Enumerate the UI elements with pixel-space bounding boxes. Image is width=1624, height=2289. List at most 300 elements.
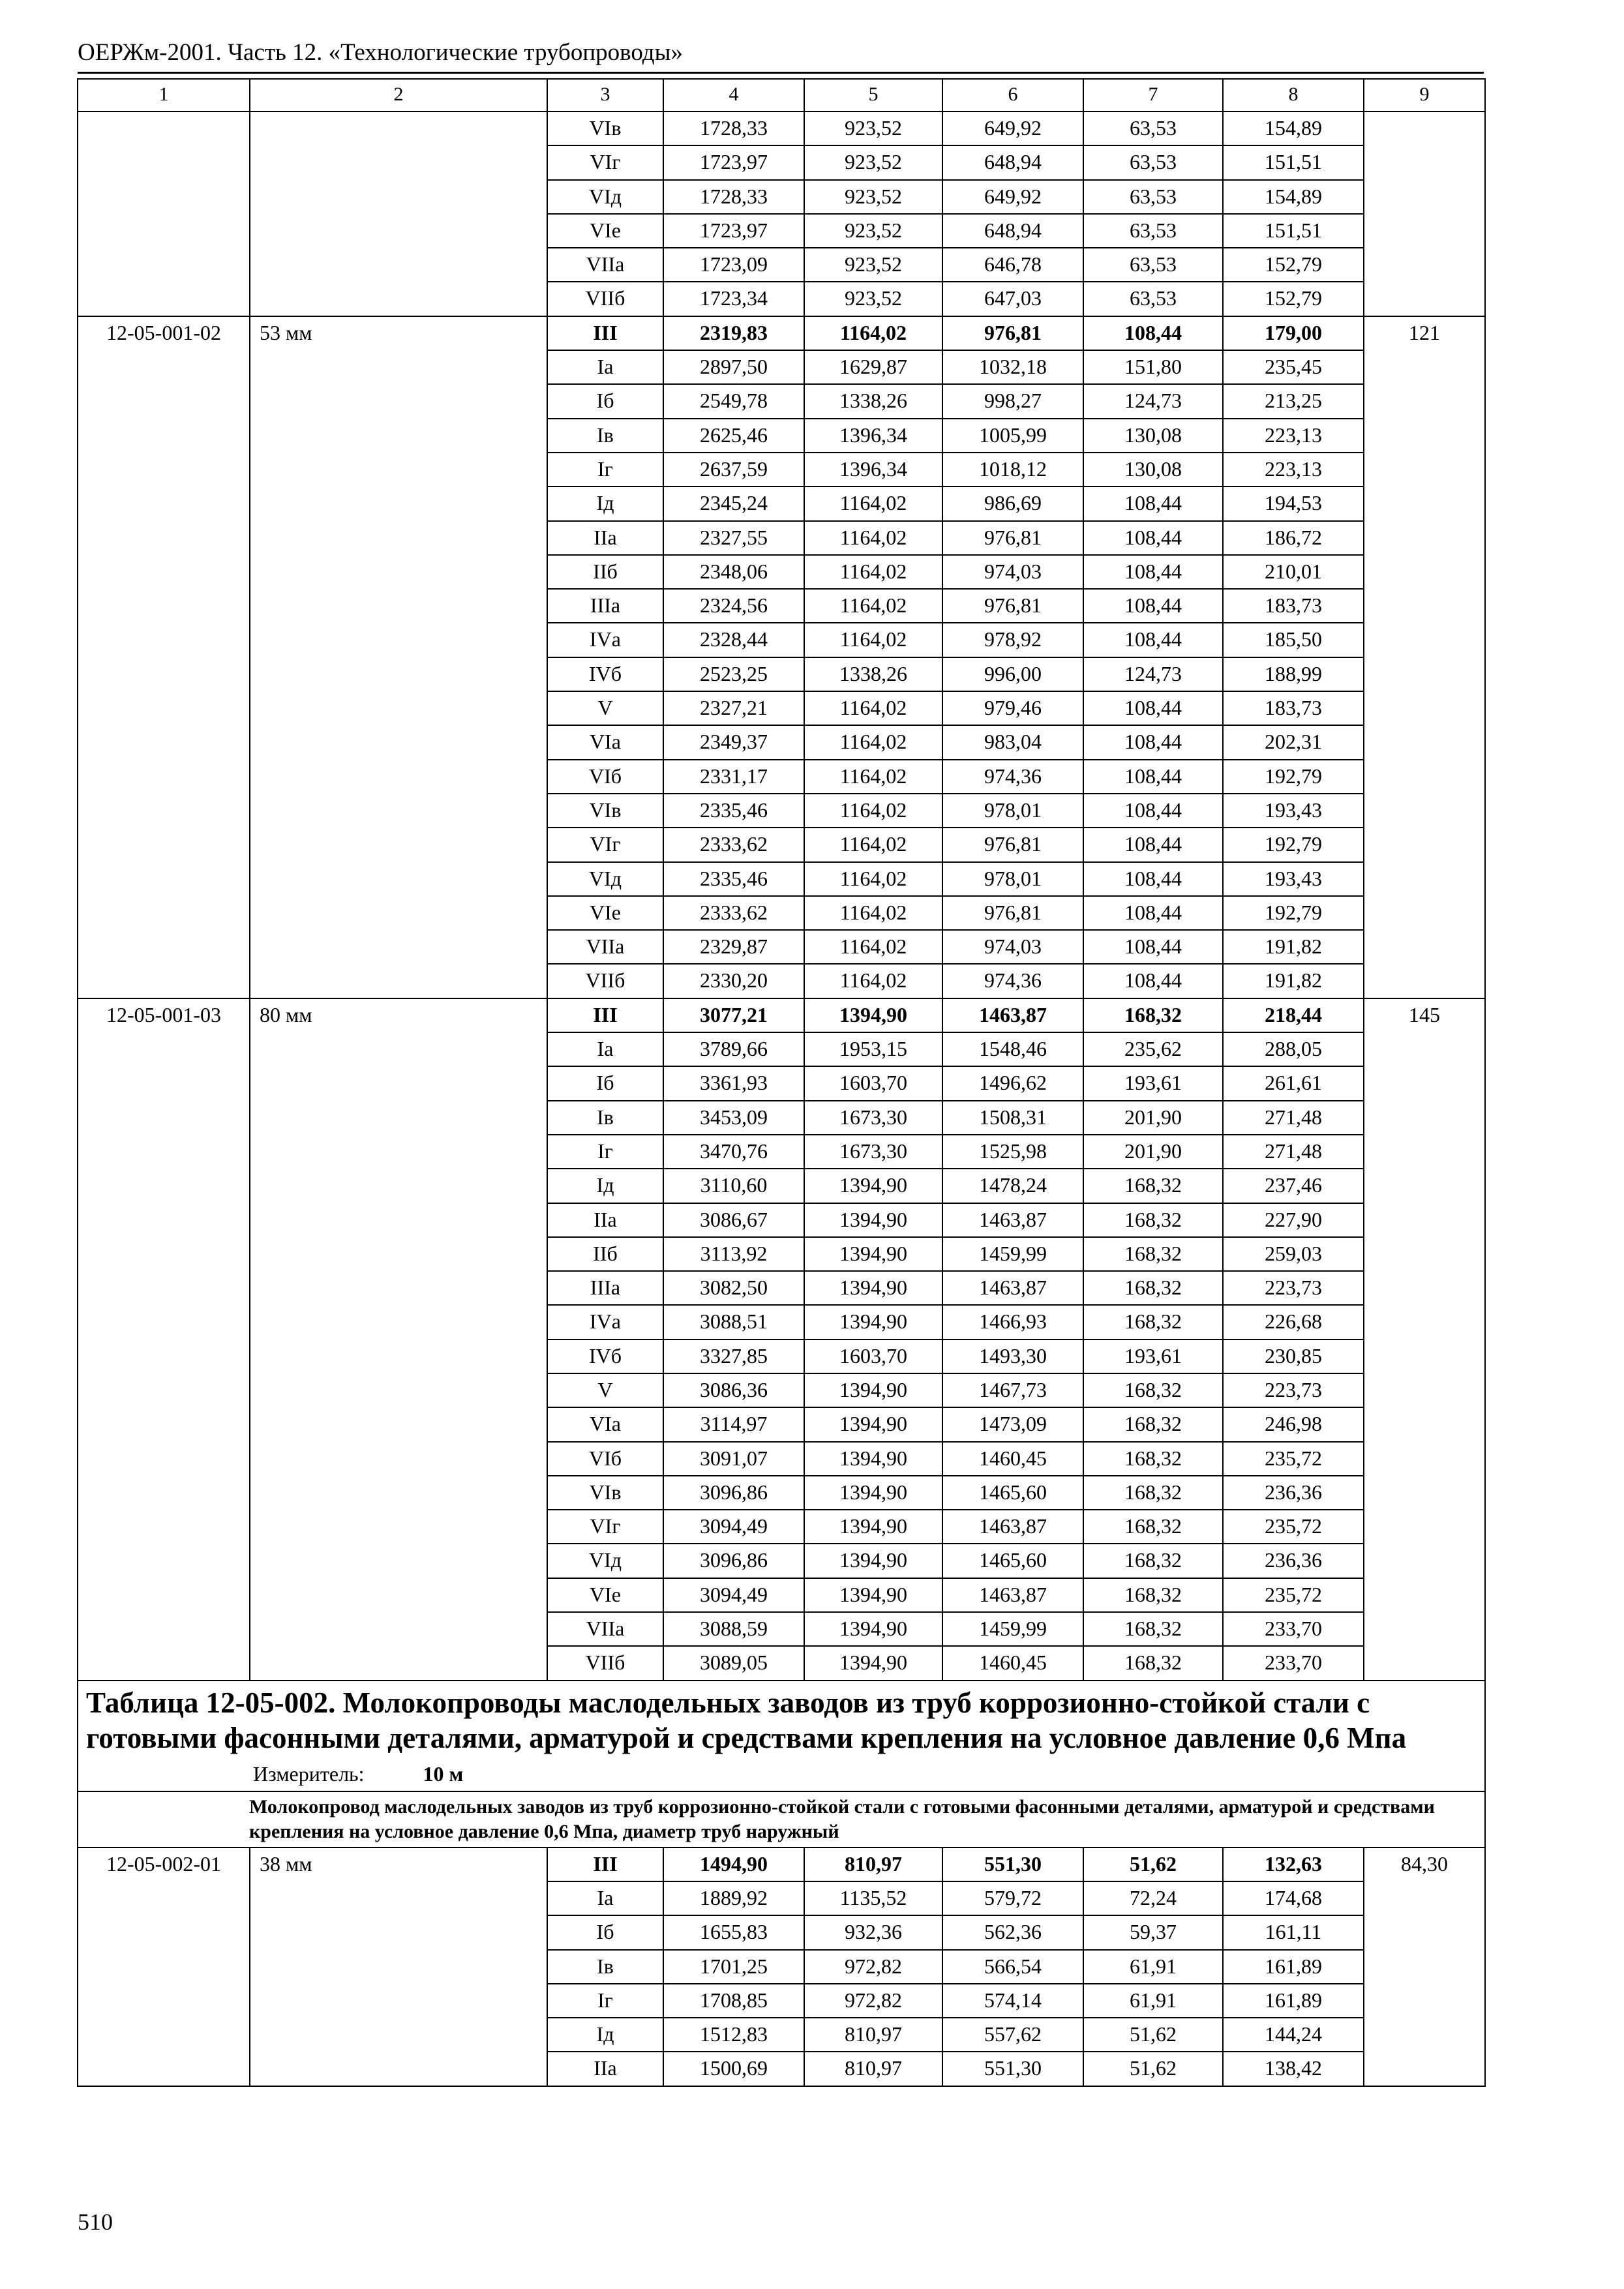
weight-cell (1364, 1476, 1485, 1510)
rate-code-cell (78, 1442, 250, 1476)
value-cell: 152,79 (1223, 248, 1364, 282)
weight-cell (1364, 180, 1485, 214)
value-cell: 3789,66 (663, 1032, 804, 1066)
zone-cell: III (547, 1848, 663, 1881)
value-cell: 557,62 (942, 2018, 1083, 2052)
measure-label: Измеритель: (253, 1761, 365, 1786)
diameter-cell (250, 1066, 547, 1100)
table-row (78, 657, 1485, 691)
table-row (78, 1915, 1485, 1949)
weight-cell (1364, 794, 1485, 828)
table-row (78, 998, 1485, 1032)
value-cell: 972,82 (804, 1950, 942, 1984)
value-cell: 3089,05 (663, 1646, 804, 1680)
weight-cell (1364, 1612, 1485, 1646)
value-cell: 1394,90 (804, 1646, 942, 1680)
value-cell: 108,44 (1083, 794, 1223, 828)
value-cell: 63,53 (1083, 214, 1223, 248)
weight-cell (1364, 1135, 1485, 1169)
weight-cell (1364, 521, 1485, 555)
diameter-cell (250, 1442, 547, 1476)
value-cell: 191,82 (1223, 930, 1364, 964)
value-cell: 2335,46 (663, 794, 804, 828)
value-cell: 236,36 (1223, 1476, 1364, 1510)
value-cell: 2319,83 (663, 316, 804, 350)
value-cell: 1394,90 (804, 1612, 942, 1646)
value-cell: 1889,92 (663, 1881, 804, 1915)
value-cell: 1164,02 (804, 691, 942, 725)
value-cell: 1394,90 (804, 1237, 942, 1271)
weight-cell (1364, 589, 1485, 623)
table-row (78, 862, 1485, 896)
value-cell: 1728,33 (663, 180, 804, 214)
value-cell: 1463,87 (942, 1578, 1083, 1612)
diameter-cell (250, 862, 547, 896)
diameter-cell (250, 1101, 547, 1135)
rate-code-cell: 12-05-002-01 (78, 1848, 250, 1881)
table-row (78, 486, 1485, 520)
value-cell: 63,53 (1083, 180, 1223, 214)
diameter-cell (250, 657, 547, 691)
diameter-cell (250, 828, 547, 861)
zone-cell: VIе (547, 214, 663, 248)
rate-code-cell (78, 1271, 250, 1305)
rate-code-cell (78, 1881, 250, 1915)
zone-cell: VIв (547, 794, 663, 828)
value-cell: 168,32 (1083, 1373, 1223, 1407)
value-cell: 1723,97 (663, 214, 804, 248)
value-cell: 2523,25 (663, 657, 804, 691)
table-row (78, 1101, 1485, 1135)
value-cell: 2637,59 (663, 453, 804, 486)
table-row (78, 350, 1485, 384)
value-cell: 810,97 (804, 2052, 942, 2086)
rate-code-cell: 12-05-001-03 (78, 998, 250, 1032)
diameter-cell (250, 896, 547, 930)
value-cell: 579,72 (942, 1881, 1083, 1915)
table-row (78, 419, 1485, 453)
value-cell: 1723,09 (663, 248, 804, 282)
diameter-cell (250, 384, 547, 418)
table-row (78, 896, 1485, 930)
zone-cell: IIа (547, 521, 663, 555)
rate-code-cell (78, 1578, 250, 1612)
value-cell: 1465,60 (942, 1476, 1083, 1510)
value-cell: 1953,15 (804, 1032, 942, 1066)
rate-code-cell (78, 930, 250, 964)
rate-code-cell (78, 1066, 250, 1100)
weight-cell: 145 (1364, 998, 1485, 1032)
diameter-cell (250, 589, 547, 623)
value-cell: 108,44 (1083, 760, 1223, 794)
weight-cell (1364, 1442, 1485, 1476)
rate-code-cell (78, 112, 250, 145)
column-number: 2 (250, 79, 547, 112)
value-cell: 185,50 (1223, 623, 1364, 657)
rate-code-cell (78, 1544, 250, 1578)
table-row (78, 1169, 1485, 1203)
zone-cell: VIд (547, 1544, 663, 1578)
diameter-cell (250, 623, 547, 657)
table-row (78, 725, 1485, 759)
table-row (78, 1612, 1485, 1646)
diameter-cell (250, 1476, 547, 1510)
diameter-cell (250, 350, 547, 384)
column-number: 3 (547, 79, 663, 112)
value-cell: 230,85 (1223, 1339, 1364, 1373)
weight-cell (1364, 896, 1485, 930)
zone-cell: Iг (547, 1135, 663, 1169)
value-cell: 1394,90 (804, 1476, 942, 1510)
zone-cell: V (547, 1373, 663, 1407)
rate-code-cell (78, 657, 250, 691)
diameter-cell (250, 1646, 547, 1680)
value-cell: 168,32 (1083, 1578, 1223, 1612)
zone-cell: VIе (547, 1578, 663, 1612)
rate-code-cell (78, 1476, 250, 1510)
value-cell: 1508,31 (942, 1101, 1083, 1135)
value-cell: 1164,02 (804, 486, 942, 520)
table-row (78, 1203, 1485, 1237)
value-cell: 1708,85 (663, 1984, 804, 2018)
value-cell: 1164,02 (804, 521, 942, 555)
value-cell: 976,81 (942, 828, 1083, 861)
weight-cell (1364, 1578, 1485, 1612)
value-cell: 2335,46 (663, 862, 804, 896)
value-cell: 183,73 (1223, 691, 1364, 725)
value-cell: 63,53 (1083, 112, 1223, 145)
value-cell: 51,62 (1083, 2018, 1223, 2052)
value-cell: 1459,99 (942, 1612, 1083, 1646)
table-row (78, 1578, 1485, 1612)
zone-cell: Iг (547, 1984, 663, 2018)
value-cell: 2348,06 (663, 555, 804, 589)
zone-cell: VIд (547, 180, 663, 214)
weight-cell (1364, 828, 1485, 861)
value-cell: 161,89 (1223, 1950, 1364, 1984)
weight-cell (1364, 384, 1485, 418)
value-cell: 986,69 (942, 486, 1083, 520)
value-cell: 974,03 (942, 930, 1083, 964)
value-cell: 61,91 (1083, 1950, 1223, 1984)
diameter-cell: 53 мм (250, 316, 547, 350)
value-cell: 1394,90 (804, 1510, 942, 1544)
value-cell: 192,79 (1223, 760, 1364, 794)
value-cell: 810,97 (804, 2018, 942, 2052)
page-header: ОЕРЖм-2001. Часть 12. «Технологические трубопроводы» (78, 39, 683, 66)
value-cell: 193,43 (1223, 794, 1364, 828)
value-cell: 108,44 (1083, 862, 1223, 896)
weight-cell (1364, 1407, 1485, 1441)
diameter-cell (250, 1305, 547, 1339)
value-cell: 192,79 (1223, 896, 1364, 930)
value-cell: 3114,97 (663, 1407, 804, 1441)
zone-cell: IIIа (547, 589, 663, 623)
value-cell: 1467,73 (942, 1373, 1083, 1407)
zone-cell: VIIб (547, 1646, 663, 1680)
table-row (78, 1984, 1485, 2018)
zone-cell: VIе (547, 896, 663, 930)
value-cell: 1164,02 (804, 589, 942, 623)
table-row (78, 1848, 1485, 1881)
weight-cell (1364, 862, 1485, 896)
rate-code-cell (78, 623, 250, 657)
value-cell: 188,99 (1223, 657, 1364, 691)
value-cell: 1463,87 (942, 1203, 1083, 1237)
value-cell: 979,46 (942, 691, 1083, 725)
value-cell: 261,61 (1223, 1066, 1364, 1100)
zone-cell: III (547, 316, 663, 350)
zone-cell: VIIб (547, 964, 663, 998)
value-cell: 983,04 (942, 725, 1083, 759)
table-row (78, 623, 1485, 657)
rate-code-cell (78, 1984, 250, 2018)
diameter-cell (250, 964, 547, 998)
value-cell: 551,30 (942, 1848, 1083, 1881)
value-cell: 108,44 (1083, 589, 1223, 623)
value-cell: 3096,86 (663, 1544, 804, 1578)
value-cell: 218,44 (1223, 998, 1364, 1032)
diameter-cell (250, 760, 547, 794)
weight-cell (1364, 1305, 1485, 1339)
table-row (78, 1950, 1485, 1984)
value-cell: 223,73 (1223, 1271, 1364, 1305)
zone-cell: VIа (547, 725, 663, 759)
diameter-cell (250, 1373, 547, 1407)
value-cell: 168,32 (1083, 1407, 1223, 1441)
value-cell: 1459,99 (942, 1237, 1083, 1271)
table-row (78, 2052, 1485, 2086)
rate-code-cell (78, 725, 250, 759)
rate-code-cell (78, 964, 250, 998)
weight-cell (1364, 419, 1485, 453)
diameter-cell (250, 1203, 547, 1237)
weight-cell (1364, 282, 1485, 316)
rate-code-cell (78, 1339, 250, 1373)
table-title: Таблица 12-05-002. Молокопроводы маслодельных заводов из труб коррозионно-стойкой стали с готовыми фасонными деталями, арматурой и средствами крепления на условное давление 0,6 Мпа (86, 1686, 1407, 1754)
rate-code-cell (78, 521, 250, 555)
weight-cell (1364, 623, 1485, 657)
value-cell: 3091,07 (663, 1442, 804, 1476)
value-cell: 130,08 (1083, 419, 1223, 453)
value-cell: 233,70 (1223, 1646, 1364, 1680)
table-row (78, 453, 1485, 486)
zone-cell: IVб (547, 657, 663, 691)
value-cell: 154,89 (1223, 180, 1364, 214)
value-cell: 1396,34 (804, 453, 942, 486)
description-row (78, 1791, 1485, 1848)
value-cell: 1723,97 (663, 145, 804, 179)
diameter-cell (250, 521, 547, 555)
value-cell: 3077,21 (663, 998, 804, 1032)
zone-cell: VIа (547, 1407, 663, 1441)
value-cell: 976,81 (942, 316, 1083, 350)
value-cell: 108,44 (1083, 555, 1223, 589)
value-cell: 63,53 (1083, 282, 1223, 316)
value-cell: 1494,90 (663, 1848, 804, 1881)
value-cell: 1164,02 (804, 794, 942, 828)
rate-code-cell (78, 1135, 250, 1169)
value-cell: 649,92 (942, 112, 1083, 145)
table-row (78, 589, 1485, 623)
zone-cell: Iд (547, 486, 663, 520)
weight-cell (1364, 1203, 1485, 1237)
diameter-cell (250, 419, 547, 453)
value-cell: 996,00 (942, 657, 1083, 691)
weight-cell: 84,30 (1364, 1848, 1485, 1881)
value-cell: 978,01 (942, 862, 1083, 896)
table-row (78, 1339, 1485, 1373)
value-cell: 1473,09 (942, 1407, 1083, 1441)
value-cell: 183,73 (1223, 589, 1364, 623)
weight-cell (1364, 2018, 1485, 2052)
value-cell: 974,36 (942, 964, 1083, 998)
diameter-cell (250, 1881, 547, 1915)
weight-cell (1364, 486, 1485, 520)
value-cell: 1460,45 (942, 1442, 1083, 1476)
value-cell: 1394,90 (804, 1271, 942, 1305)
value-cell: 210,01 (1223, 555, 1364, 589)
value-cell: 235,62 (1083, 1032, 1223, 1066)
value-cell: 108,44 (1083, 828, 1223, 861)
value-cell: 235,72 (1223, 1578, 1364, 1612)
table-row (78, 1305, 1485, 1339)
weight-cell (1364, 1032, 1485, 1066)
value-cell: 1396,34 (804, 419, 942, 453)
rate-code-cell (78, 794, 250, 828)
diameter-cell: 38 мм (250, 1848, 547, 1881)
value-cell: 168,32 (1083, 998, 1223, 1032)
rate-code-cell (78, 1169, 250, 1203)
value-cell: 923,52 (804, 248, 942, 282)
value-cell: 647,03 (942, 282, 1083, 316)
rate-code-cell (78, 453, 250, 486)
value-cell: 1394,90 (804, 998, 942, 1032)
rate-code-cell (78, 760, 250, 794)
zone-cell: VIIа (547, 248, 663, 282)
value-cell: 3088,51 (663, 1305, 804, 1339)
value-cell: 108,44 (1083, 521, 1223, 555)
value-cell: 223,13 (1223, 419, 1364, 453)
rate-code-cell (78, 1510, 250, 1544)
value-cell: 193,43 (1223, 862, 1364, 896)
value-cell: 3082,50 (663, 1271, 804, 1305)
value-cell: 978,92 (942, 623, 1083, 657)
value-cell: 144,24 (1223, 2018, 1364, 2052)
value-cell: 1018,12 (942, 453, 1083, 486)
value-cell: 226,68 (1223, 1305, 1364, 1339)
value-cell: 551,30 (942, 2052, 1083, 2086)
value-cell: 108,44 (1083, 316, 1223, 350)
weight-cell (1364, 1066, 1485, 1100)
table-row (78, 1373, 1485, 1407)
value-cell: 1394,90 (804, 1578, 942, 1612)
value-cell: 108,44 (1083, 725, 1223, 759)
diameter-cell: 80 мм (250, 998, 547, 1032)
value-cell: 978,01 (942, 794, 1083, 828)
rate-code-cell (78, 1101, 250, 1135)
zone-cell: VIIб (547, 282, 663, 316)
diameter-cell (250, 1237, 547, 1271)
value-cell: 1394,90 (804, 1305, 942, 1339)
rate-code-cell (78, 350, 250, 384)
value-cell: 3088,59 (663, 1612, 804, 1646)
weight-cell (1364, 691, 1485, 725)
rate-code-cell (78, 214, 250, 248)
zone-cell: VIг (547, 1510, 663, 1544)
value-cell: 1655,83 (663, 1915, 804, 1949)
diameter-cell (250, 930, 547, 964)
zone-cell: Iд (547, 2018, 663, 2052)
table-row (78, 1510, 1485, 1544)
value-cell: 1338,26 (804, 384, 942, 418)
value-cell: 63,53 (1083, 248, 1223, 282)
zone-cell: Iб (547, 1915, 663, 1949)
rate-code-cell (78, 1646, 250, 1680)
zone-cell: IVа (547, 623, 663, 657)
value-cell: 2333,62 (663, 828, 804, 861)
value-cell: 2324,56 (663, 589, 804, 623)
table-row (78, 828, 1485, 861)
value-cell: 194,53 (1223, 486, 1364, 520)
value-cell: 1164,02 (804, 316, 942, 350)
table-row (78, 691, 1485, 725)
value-cell: 1466,93 (942, 1305, 1083, 1339)
value-cell: 3327,85 (663, 1339, 804, 1373)
weight-cell (1364, 930, 1485, 964)
zone-cell: IIа (547, 2052, 663, 2086)
rate-code-cell (78, 2052, 250, 2086)
value-cell: 923,52 (804, 112, 942, 145)
value-cell: 566,54 (942, 1950, 1083, 1984)
value-cell: 1465,60 (942, 1544, 1083, 1578)
value-cell: 932,36 (804, 1915, 942, 1949)
rate-code-cell (78, 1950, 250, 1984)
zone-cell: VIб (547, 760, 663, 794)
value-cell: 976,81 (942, 521, 1083, 555)
value-cell: 108,44 (1083, 964, 1223, 998)
weight-cell (1364, 1915, 1485, 1949)
zone-cell: Iб (547, 384, 663, 418)
value-cell: 223,73 (1223, 1373, 1364, 1407)
value-cell: 1338,26 (804, 657, 942, 691)
value-cell: 1164,02 (804, 930, 942, 964)
value-cell: 649,92 (942, 180, 1083, 214)
diameter-cell (250, 794, 547, 828)
diameter-cell (250, 1032, 547, 1066)
rate-code-cell (78, 145, 250, 179)
zone-cell: IIIа (547, 1271, 663, 1305)
value-cell: 1463,87 (942, 1271, 1083, 1305)
diameter-cell (250, 1915, 547, 1949)
weight-cell (1364, 2052, 1485, 2086)
value-cell: 2328,44 (663, 623, 804, 657)
table-row (78, 760, 1485, 794)
value-cell: 168,32 (1083, 1271, 1223, 1305)
zone-cell: Iа (547, 1032, 663, 1066)
rate-code-cell (78, 282, 250, 316)
value-cell: 1394,90 (804, 1442, 942, 1476)
column-number: 9 (1364, 79, 1485, 112)
value-cell: 1500,69 (663, 2052, 804, 2086)
value-cell: 161,89 (1223, 1984, 1364, 2018)
measure-line (86, 1761, 1477, 1791)
weight-cell (1364, 1373, 1485, 1407)
value-cell: 1673,30 (804, 1101, 942, 1135)
value-cell: 1394,90 (804, 1373, 942, 1407)
value-cell: 923,52 (804, 145, 942, 179)
table-row (78, 112, 1485, 145)
